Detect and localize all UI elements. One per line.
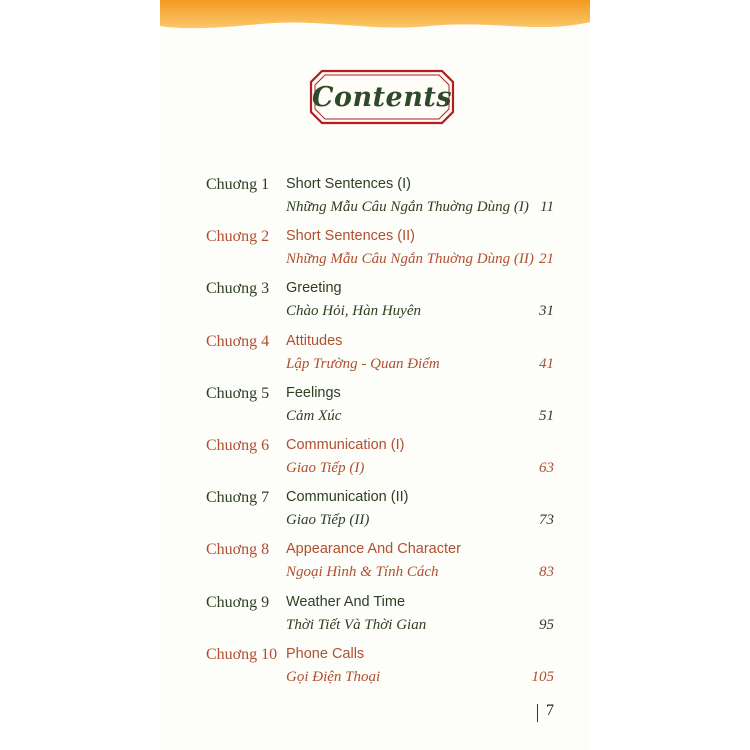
chapter-title-english: Feelings [286,384,341,401]
chapter-number: Chuơng 1 [206,176,270,193]
chapter-title-english: Appearance And Character [286,541,461,558]
chapter-title-vietnamese: Giao Tiếp (I) [286,459,365,476]
chapter-page-number: 51 [539,407,554,424]
chapter-title-english: Communication (I) [286,436,405,453]
chapter-page-number: 83 [539,564,554,581]
chapter-title-english: Greeting [286,280,342,297]
chapter-page-number: 73 [539,512,554,529]
chapter-title-vietnamese: Thời Tiết Và Thời Gian [286,616,427,633]
chapter-number: Chuơng 4 [206,332,270,350]
chapter-page-number: 105 [531,668,554,685]
toc-entry-7[interactable] [206,487,566,539]
chapter-page-number: 63 [539,459,554,476]
toc-entry-6[interactable] [206,435,566,487]
toc-entry-5[interactable] [206,383,566,435]
toc-entry-2[interactable] [206,226,566,278]
table-of-contents [206,174,566,696]
chapter-title-vietnamese: Cảm Xúc [286,407,342,424]
toc-entry-9[interactable] [206,592,566,644]
chapter-number: Chuơng 7 [206,489,270,507]
chapter-number: Chuơng 8 [206,541,270,559]
toc-entry-3[interactable] [206,278,566,330]
chapter-page-number: 31 [539,303,554,320]
chapter-title-vietnamese: Chào Hỏi, Hàn Huyên [286,303,421,320]
chapter-number: Chuơng 9 [206,593,270,611]
chapter-title-vietnamese: Lập Trường - Quan Điểm [286,355,440,372]
chapter-number: Chuơng 2 [206,228,270,246]
chapter-title-english: Short Sentences (I) [286,176,411,192]
chapter-title-vietnamese: Ngoại Hình & Tính Cách [286,564,439,581]
chapter-page-number: 95 [539,616,554,633]
page-number: 7 [546,702,554,719]
chapter-title-vietnamese: Giao Tiếp (II) [286,512,370,529]
chapter-number: Chuơng 5 [206,384,270,402]
chapter-page-number: 41 [539,355,554,372]
chapter-title-english: Attitudes [286,332,343,349]
toc-entry-1[interactable] [206,174,566,226]
toc-entry-10[interactable] [206,644,566,696]
chapter-title-vietnamese: Những Mẫu Câu Ngắn Thuờng Dùng (II) [286,251,534,268]
top-decorative-band [160,0,590,40]
chapter-title-english: Weather And Time [286,593,406,610]
toc-entry-4[interactable] [206,331,566,383]
book-page [160,0,590,750]
chapter-page-number: 11 [540,199,554,215]
chapter-number: Chuơng 6 [206,436,270,454]
chapter-title-english: Phone Calls [286,645,365,662]
chapter-number: Chuơng 10 [206,645,278,663]
toc-entry-8[interactable] [206,539,566,591]
chapter-title-vietnamese: Gọi Điện Thoại [286,668,381,685]
chapter-title-vietnamese: Những Mẫu Câu Ngắn Thuờng Dùng (I) [286,199,529,215]
chapter-title-english: Communication (II) [286,489,409,506]
footer-divider [537,704,538,722]
chapter-number: Chuơng 3 [206,280,270,298]
page-title: Contents [311,81,453,113]
chapter-page-number: 21 [539,251,554,268]
chapter-title-english: Short Sentences (II) [286,228,415,245]
